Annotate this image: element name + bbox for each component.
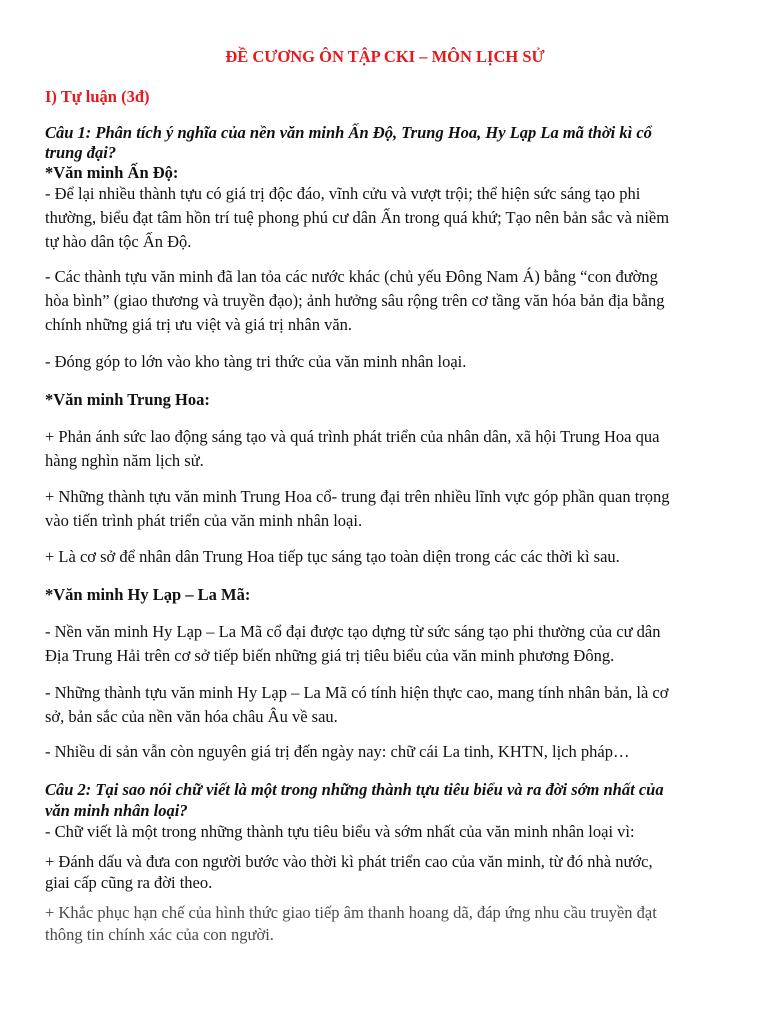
hy-lap-p1-line-1: - Nền văn minh Hy Lạp – La Mã cổ đại được tạo dựng từ sức sáng tạo phi thường của cư dân — [45, 622, 661, 641]
an-do-p2-line-3: chính những giá trị ưu việt và giá trị nhân văn. — [45, 315, 353, 334]
an-do-p1-line-1: - Để lại nhiều thành tựu có giá trị độc đáo, vĩnh cửu và vượt trội; thể hiện sức sáng tạo phi — [45, 184, 641, 203]
trung-hoa-p2-line-1: + Những thành tựu văn minh Trung Hoa cổ- trung đại trên nhiều lĩnh vực góp phần quan trọng — [45, 487, 670, 506]
trung-hoa-heading: *Văn minh Trung Hoa: — [45, 390, 210, 409]
question-1-line-1: Câu 1: Phân tích ý nghĩa của nền văn minh Ấn Độ, Trung Hoa, Hy Lạp La mã thời kì cổ — [45, 123, 652, 142]
hy-lap-p2-line-1: - Những thành tựu văn minh Hy Lạp – La Mã có tính hiện thực cao, mang tính nhân bản, là cơ — [45, 683, 669, 702]
hy-lap-p2-line-2: sở, bản sắc của nền văn hóa châu Âu về sau. — [45, 707, 338, 726]
q2-answer-2-line-2: thông tin chính xác của con người. — [45, 925, 274, 944]
an-do-heading: *Văn minh Ấn Độ: — [45, 163, 179, 182]
an-do-p1-line-2: thường, biểu đạt tâm hồn trí tuệ phong phú cư dân Ấn trong quá khứ; Tạo nên bản sắc và niềm — [45, 208, 670, 227]
trung-hoa-p2-line-2: vào tiến trình phát triển của văn minh nhân loại. — [45, 511, 363, 530]
hy-lap-p3: - Nhiều di sản vẫn còn nguyên giá trị đến ngày nay: chữ cái La tinh, KHTN, lịch pháp… — [45, 742, 630, 761]
an-do-p3: - Đóng góp to lớn vào kho tàng tri thức của văn minh nhân loại. — [45, 352, 467, 371]
question-2-line-1: Câu 2: Tại sao nói chữ viết là một trong những thành tựu tiêu biểu và ra đời sớm nhất của — [45, 780, 664, 799]
q2-answer-1-line-2: giai cấp cũng ra đời theo. — [45, 873, 213, 892]
an-do-p2-line-2: hòa bình” (giao thương và truyền đạo); ảnh hưởng sâu rộng trên cơ tầng văn hóa bản địa bằng — [45, 291, 665, 310]
question-1-line-2: trung đại? — [45, 143, 117, 162]
hy-lap-heading: *Văn minh Hy Lạp – La Mã: — [45, 585, 251, 604]
trung-hoa-p1-line-2: hàng nghìn năm lịch sử. — [45, 451, 204, 470]
an-do-p2-line-1: - Các thành tựu văn minh đã lan tỏa các nước khác (chủ yếu Đông Nam Á) bằng “con đường — [45, 267, 658, 286]
document-title: ĐỀ CƯƠNG ÔN TẬP CKI – MÔN LỊCH SỬ — [225, 47, 545, 66]
trung-hoa-p1-line-1: + Phản ánh sức lao động sáng tạo và quá trình phát triển của nhân dân, xã hội Trung Hoa qua — [45, 427, 660, 446]
q2-answer-1-line-1: + Đánh dấu và đưa con người bước vào thời kì phát triển cao của văn minh, từ đó nhà nước, — [45, 852, 653, 871]
q2-answer-2-line-1: + Khắc phục hạn chế của hình thức giao tiếp âm thanh hoang dã, đáp ứng nhu cầu truyền đạt — [45, 903, 657, 922]
section-heading: I) Tự luận (3đ) — [45, 87, 150, 106]
an-do-p1-line-3: tự hào dân tộc Ấn Độ. — [45, 232, 192, 251]
hy-lap-p1-line-2: Địa Trung Hải trên cơ sở tiếp biến những giá trị tiêu biểu của văn minh phương Đông. — [45, 646, 615, 665]
question-2-line-2: văn minh nhân loại? — [45, 801, 188, 820]
q2-answer-intro: - Chữ viết là một trong những thành tựu tiêu biểu và sớm nhất của văn minh nhân loại vì: — [45, 822, 635, 841]
trung-hoa-p3: + Là cơ sở để nhân dân Trung Hoa tiếp tục sáng tạo toàn diện trong các các thời kì sau. — [45, 547, 620, 566]
